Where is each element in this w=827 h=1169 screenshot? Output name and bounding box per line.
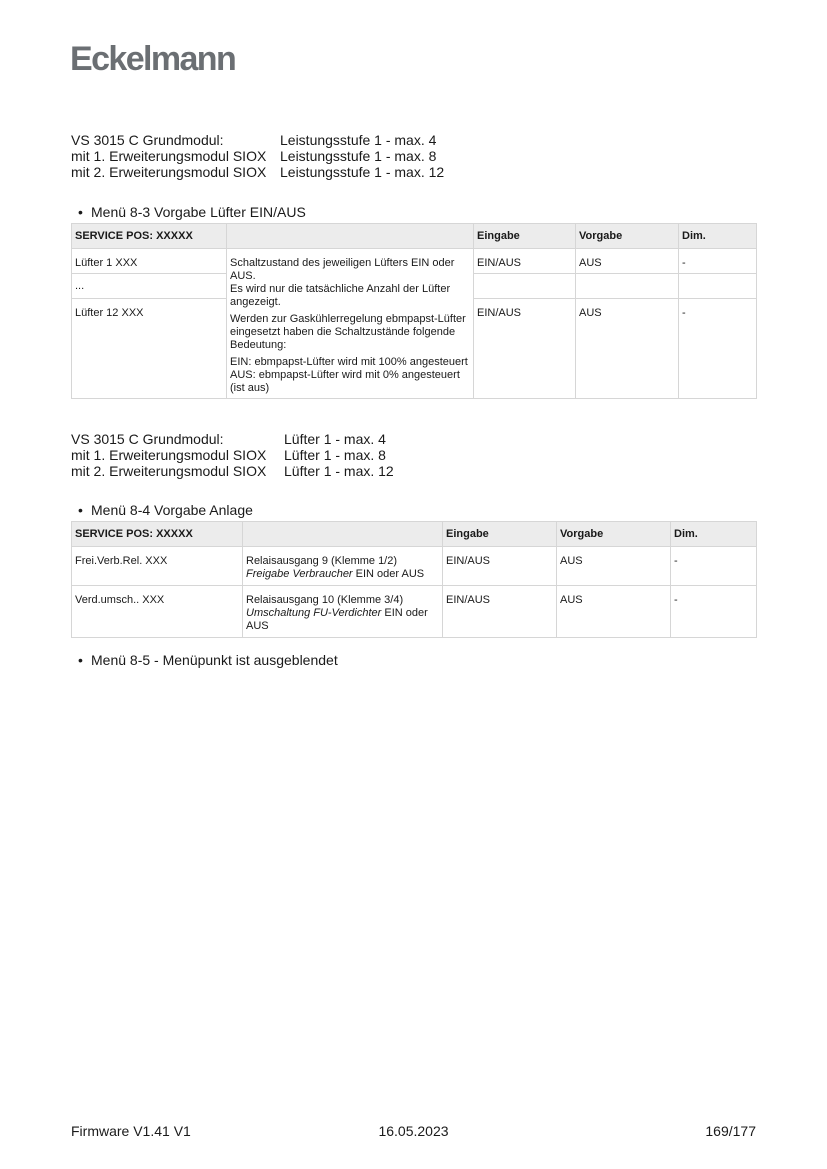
col-eingabe: Eingabe: [474, 224, 576, 249]
row-dim: -: [679, 299, 757, 399]
footer-firmware: Firmware V1.41 V1: [71, 1123, 191, 1139]
table-row: [72, 586, 757, 638]
spec-value: Lüfter 1 - max. 4: [284, 431, 386, 447]
row-description: Relaisausgang 9 (Klemme 1/2) Freigabe Verbraucher EIN oder AUS: [243, 547, 443, 586]
bullet-dot: •: [78, 204, 83, 220]
row-eingabe: EIN/AUS: [443, 586, 557, 638]
spec-label: mit 1. Erweiterungsmodul SIOX: [71, 447, 267, 463]
table-row: [72, 547, 757, 586]
spec-value: Leistungsstufe 1 - max. 4: [280, 132, 437, 148]
row-dim: [679, 274, 757, 299]
row-vorgabe: AUS: [557, 547, 671, 586]
spec-table-luefter: [71, 431, 394, 479]
row-eingabe: EIN/AUS: [443, 547, 557, 586]
row-dim: -: [679, 249, 757, 274]
spec-row: [71, 148, 444, 164]
table-header-row: [72, 522, 757, 547]
spec-row: [71, 447, 394, 463]
menu-8-5-heading: • Menü 8-5 - Menüpunkt ist ausgeblendet: [78, 652, 338, 668]
col-description: [227, 224, 474, 249]
footer-date: 16.05.2023: [378, 1123, 449, 1139]
spec-value: Lüfter 1 - max. 12: [284, 463, 394, 479]
row-description: Schaltzustand des jeweiligen Lüfters EIN oder AUS. Es wird nur die tatsächliche Anzahl der Lüfter angezeigt. Werden zur Gaskühlerregelung ebmpapst-Lüfter eingesetzt haben die Schaltzustände folgende Bedeutung: EIN: ebmpapst-Lüfter wird mit 100% angesteuert AUS: ebmpapst-Lüfter wird mit 0% angesteuert (ist aus): [227, 249, 474, 399]
menu-8-3-table: [71, 223, 757, 399]
table-header-row: [72, 224, 757, 249]
row-name: ...: [72, 274, 227, 299]
spec-value: Leistungsstufe 1 - max. 8: [280, 148, 437, 164]
spec-row: [71, 431, 394, 447]
row-eingabe: [474, 274, 576, 299]
row-vorgabe: AUS: [576, 249, 679, 274]
footer-page-number: 169/177: [705, 1123, 756, 1139]
spec-value: Leistungsstufe 1 - max. 12: [280, 164, 445, 180]
table-row: [72, 249, 757, 274]
row-name: Verd.umsch.. XXX: [72, 586, 243, 638]
col-service-pos: SERVICE POS: XXXXX: [72, 224, 227, 249]
col-dim: Dim.: [679, 224, 757, 249]
col-dim: Dim.: [671, 522, 757, 547]
spec-label: VS 3015 C Grundmodul:: [71, 431, 224, 447]
spec-label: VS 3015 C Grundmodul:: [71, 132, 224, 148]
spec-row: [71, 164, 444, 180]
spec-table-leistungsstufe: [71, 132, 444, 180]
menu-8-3-heading: • Menü 8-3 Vorgabe Lüfter EIN/AUS: [78, 204, 306, 220]
col-vorgabe: Vorgabe: [557, 522, 671, 547]
spec-row: [71, 132, 444, 148]
row-name: Lüfter 12 XXX: [72, 299, 227, 399]
col-eingabe: Eingabe: [443, 522, 557, 547]
col-vorgabe: Vorgabe: [576, 224, 679, 249]
row-vorgabe: [576, 274, 679, 299]
bullet-dot: •: [78, 652, 83, 668]
spec-label: mit 2. Erweiterungsmodul SIOX: [71, 164, 267, 180]
spec-value: Lüfter 1 - max. 8: [284, 447, 386, 463]
col-service-pos: SERVICE POS: XXXXX: [72, 522, 243, 547]
col-description: [243, 522, 443, 547]
row-vorgabe: AUS: [557, 586, 671, 638]
row-description: Relaisausgang 10 (Klemme 3/4) Umschaltung FU-Verdichter EIN oder AUS: [243, 586, 443, 638]
eckelmann-logo: Eckelmann: [70, 40, 236, 78]
menu-8-4-table: [71, 521, 757, 638]
row-eingabe: EIN/AUS: [474, 249, 576, 274]
spec-label: mit 2. Erweiterungsmodul SIOX: [71, 463, 267, 479]
row-dim: -: [671, 547, 757, 586]
row-name: Lüfter 1 XXX: [72, 249, 227, 274]
bullet-dot: •: [78, 502, 83, 518]
row-vorgabe: AUS: [576, 299, 679, 399]
menu-8-4-heading: • Menü 8-4 Vorgabe Anlage: [78, 502, 253, 518]
row-name: Frei.Verb.Rel. XXX: [72, 547, 243, 586]
row-dim: -: [671, 586, 757, 638]
spec-row: [71, 463, 394, 479]
spec-label: mit 1. Erweiterungsmodul SIOX: [71, 148, 267, 164]
row-eingabe: EIN/AUS: [474, 299, 576, 399]
